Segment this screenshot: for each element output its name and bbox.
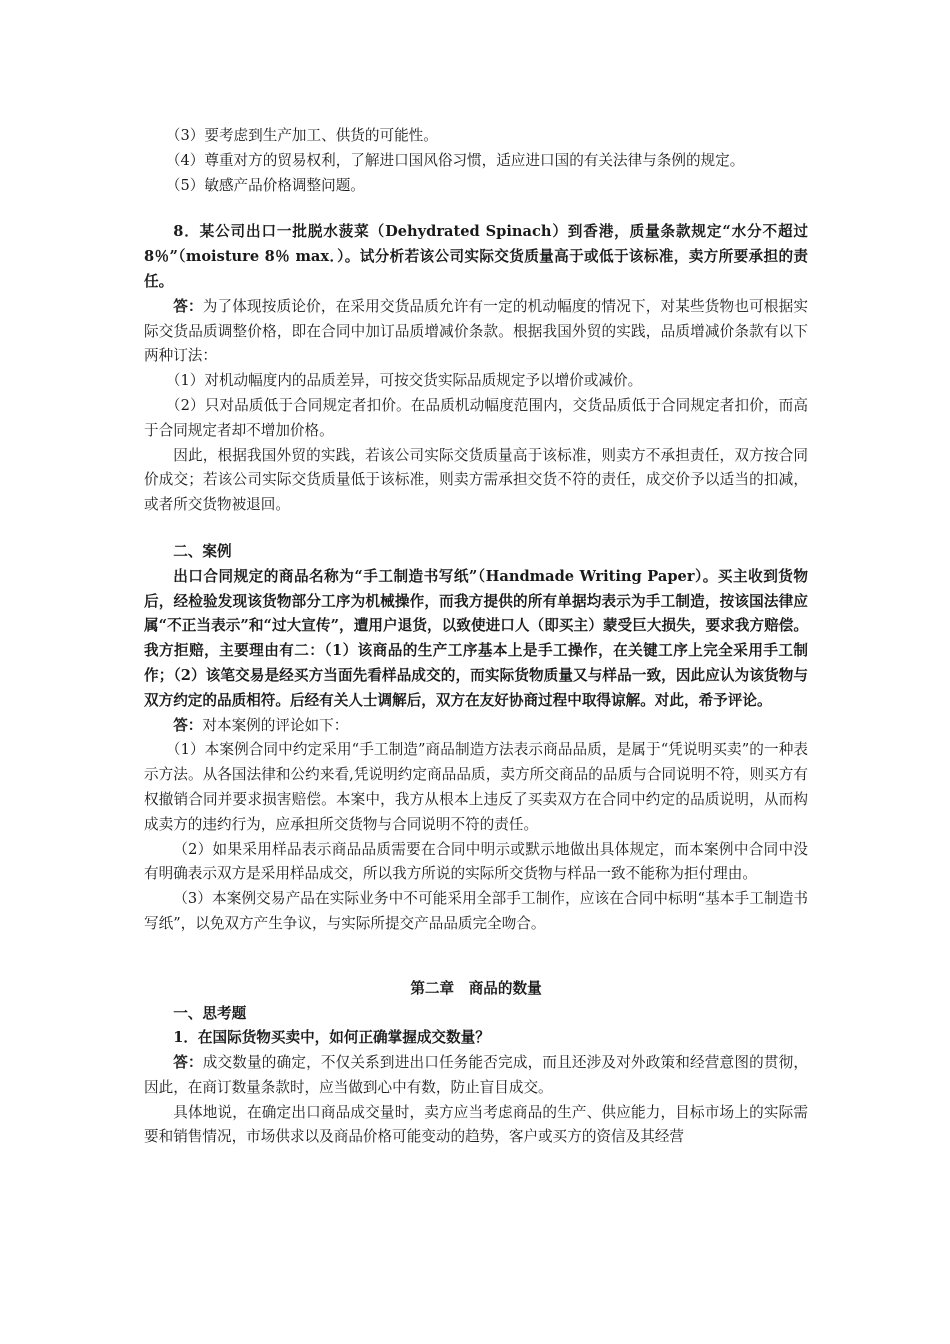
- section-heading: 二、案例: [173, 542, 232, 560]
- chapter-title: 第二章 商品的数量: [410, 979, 542, 997]
- question-1: 1．在国际货物买卖中，如何正确掌握成交数量？: [173, 1029, 490, 1047]
- answer-text: 为了体现按质论价，在采用交货品质允许有一定的机动幅度的情况下，对某些货物也可根据实际交货品质调整价格，即在合同中加订品质增减价条款。根据我国外贸的实践，品质增减价条款有以下两种订法：: [144, 297, 808, 365]
- answer-label: 答：: [173, 1054, 203, 1072]
- list-item: （1）本案例合同中约定采用“手工制造”商品制造方法表示商品品质，是属于“凭说明买卖”的一种表示方法。从各国法律和公约来看,凭说明约定商品品质，卖方所交商品的品质与合同说明不符，则买方有权撤销合同并要求损害赔偿。本案中，我方从根本上违反了买卖双方在合同中约定的品质说明，从而构成卖方的违约行为，应承担所交货物与合同说明不符的责任。: [144, 741, 808, 833]
- answer-label: 答：: [173, 297, 203, 315]
- list-item: （2）如果采用样品表示商品品质需要在合同中明示或默示地做出具体规定，而本案例中合同中没有明确表示双方是采用样品成交，所以我方所说的实际所交货物与样品一致不能称为拒付理由。: [144, 840, 808, 883]
- answer-paragraph: [144, 295, 808, 369]
- list-item: （4）尊重对方的贸易权利，了解进口国风俗习惯，适应进口国的有关法律与条例的规定。: [165, 151, 745, 169]
- case-text: 出口合同规定的商品名称为“手工制造书写纸”（Handmade Writing Paper）。买主收到货物后，经检验发现该货物部分工序为机械操作，而我方提供的所有单据均表示为手工制造，按该国法律应属“不正当表示”和“过大宣传”，遭用户退货，以致使进口人（即买主）蒙受巨大损失，要求我方赔偿。我方拒赔，主要理由有二：（1）该商品的生产工序基本上是手工操作，在关键工序上完全采用手工制作；（2）该笔交易是经买方当面先看样品成交的，而实际货物质量又与样品一致，因此应认为该货物与双方约定的品质相符。后经有关人士调解后，双方在友好协商过程中取得谅解。对此，希予评论。: [144, 567, 808, 709]
- answer-paragraph: [144, 714, 808, 739]
- list-item: （3）要考虑到生产加工、供货的可能性。: [165, 127, 438, 144]
- answer-text: 对本案例的评论如下：: [202, 716, 349, 734]
- document-page: [144, 124, 808, 1150]
- list-item: （3）本案例交易产品在实际业务中不可能采用全部手工制作，应该在合同中标明“基本手工制造书写纸”，以免双方产生争议，与实际所提交产品品质完全吻合。: [144, 890, 808, 932]
- answer-paragraph: [144, 1051, 808, 1101]
- list-item: （2）只对品质低于合同规定者扣价。在品质机动幅度范围内，交货品质低于合同规定者扣价，而高于合同规定者却不增加价格。: [144, 396, 808, 439]
- conclusion-paragraph: 因此，根据我国外贸的实践，若该公司实际交货质量高于该标准，则卖方不承担责任，双方按合同价成交；若该公司实际交货质量低于该标准，则卖方需承担交货不符的责任，成交价予以适当的扣减，或者所交货物被退回。: [144, 446, 808, 514]
- question-8: 8．某公司出口一批脱水菠菜（Dehydrated Spinach）到香港，质量条款规定“水分不超过8％”（moisture 8％ max．）。试分析若该公司实际交货质量高于或低于该标准，卖方所要承担的责任。: [144, 223, 808, 290]
- body-paragraph: 具体地说，在确定出口商品成交量时，卖方应当考虑商品的生产、供应能力，目标市场上的实际需要和销售情况，市场供求以及商品价格可能变动的趋势，客户或买方的资信及其经营: [144, 1103, 808, 1146]
- list-item: （5）敏感产品价格调整问题。: [165, 176, 365, 194]
- spacer: [144, 518, 808, 540]
- spacer: [144, 937, 808, 977]
- list-item: （1）对机动幅度内的品质差异，可按交货实际品质规定予以增价或减价。: [165, 372, 643, 390]
- answer-text: 成交数量的确定，不仅关系到进出口任务能否完成，而且还涉及对外政策和经营意图的贯彻，因此，在商订数量条款时，应当做到心中有数，防止盲目成交。: [144, 1054, 808, 1096]
- answer-label: 答：: [173, 716, 203, 734]
- section-heading: 一、思考题: [173, 1004, 247, 1022]
- spacer: [144, 198, 808, 220]
